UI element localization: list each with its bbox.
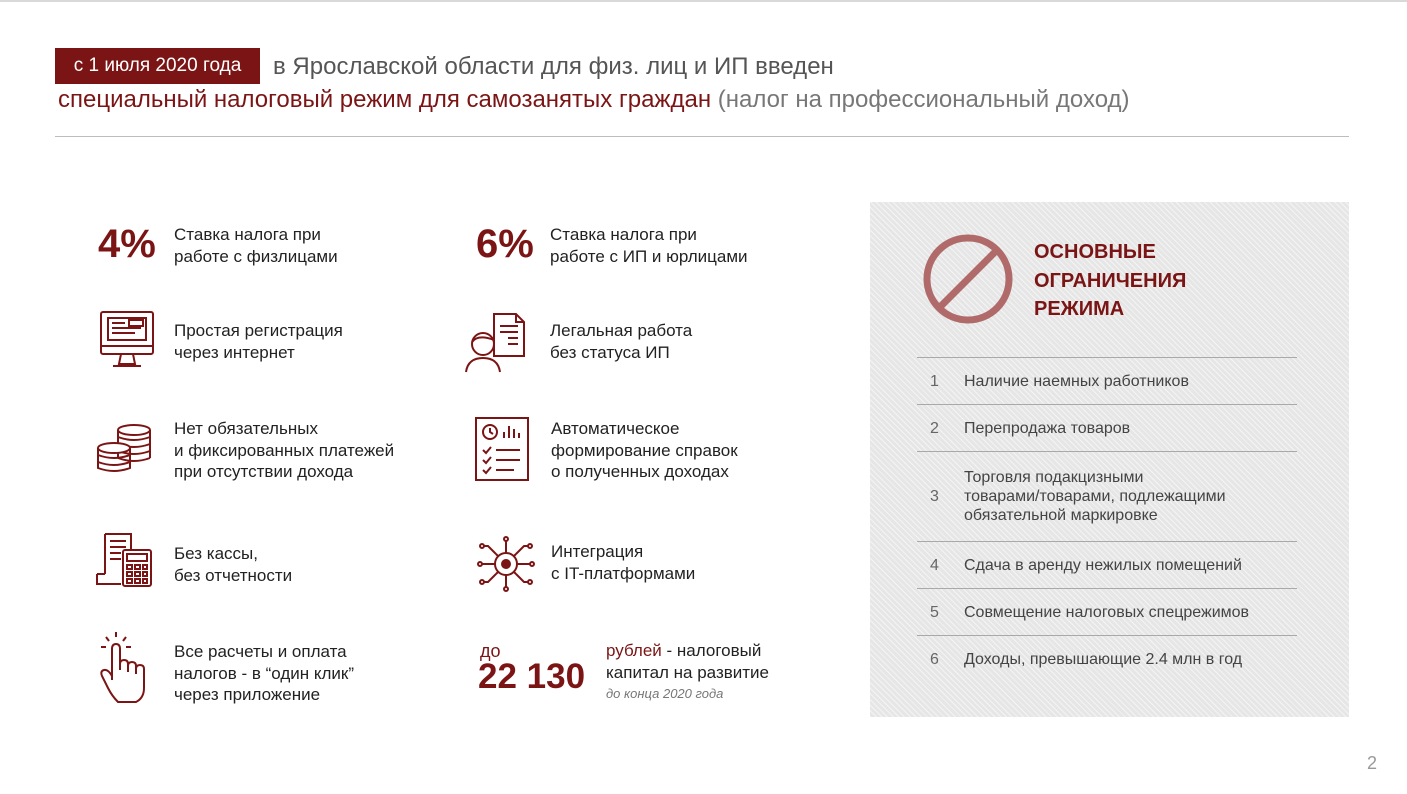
rate-individuals-value: 4% [98, 222, 156, 266]
capital-prefix: до [480, 641, 501, 661]
restriction-item: 2 Перепродажа товаров [917, 405, 1297, 452]
feature-reports: Автоматическое формирование справок о полученных доходах [551, 419, 738, 481]
rate-companies-text: Ставка налога при работе с ИП и юрлицами [550, 225, 748, 266]
feature-legal: Легальная работа без статуса ИП [550, 321, 693, 362]
restrictions-list [917, 357, 1297, 682]
capital-description: рублей - налоговый капитал на развитие [606, 641, 770, 682]
title-line-1: в Ярославской области для физ. лиц и ИП введен [273, 53, 834, 80]
coins-icon [96, 422, 154, 476]
capital-amount: 22 130 [478, 657, 586, 696]
page-number: 2 [1367, 753, 1378, 773]
header-divider [55, 136, 1349, 137]
tap-hand-icon [98, 630, 156, 704]
title-line-2 [58, 86, 1130, 114]
restriction-item: 5 Совмещение налоговых спецрежимов [917, 589, 1297, 636]
rate-companies-value: 6% [476, 222, 534, 266]
title-regime: специальный налоговый режим для самозанятых граждан [58, 86, 712, 113]
restriction-item: 3 Торговля подакцизными товарами/товарами, подлежащими обязательной маркировке [917, 452, 1297, 542]
computer-icon [99, 308, 155, 374]
date-badge: с 1 июля 2020 года [55, 48, 260, 84]
capital-note: до конца 2020 года [606, 686, 724, 701]
person-document-icon [464, 310, 528, 374]
feature-registration: Простая регистрация через интернет [174, 321, 343, 362]
restriction-item: 6 Доходы, превышающие 2.4 млн в год [930, 650, 1243, 668]
top-border [0, 0, 1407, 2]
gear-network-icon [476, 536, 536, 592]
feature-no-cash: Без кассы, без отчетности [174, 544, 293, 585]
restriction-item: 1 Наличие наемных работников [917, 358, 1297, 405]
calculator-receipt-icon [95, 532, 153, 588]
restriction-item: 4 Сдача в аренду нежилых помещений [917, 542, 1297, 589]
feature-one-click: Все расчеты и оплата налогов - в “один клик” через приложение [174, 642, 354, 704]
title-regime-note: (налог на профессиональный доход) [717, 86, 1130, 113]
feature-integration: Интеграция с IT-платформами [551, 542, 696, 583]
feature-payments: Нет обязательных и фиксированных платежей при отсутствии дохода [174, 419, 395, 481]
rate-individuals-text: Ставка налога при работе с физлицами [174, 225, 338, 266]
report-checklist-icon [474, 416, 530, 482]
restrictions-title: ОСНОВНЫЕ ОГРАНИЧЕНИЯ РЕЖИМА [1034, 241, 1187, 320]
prohibited-icon [921, 232, 1015, 331]
